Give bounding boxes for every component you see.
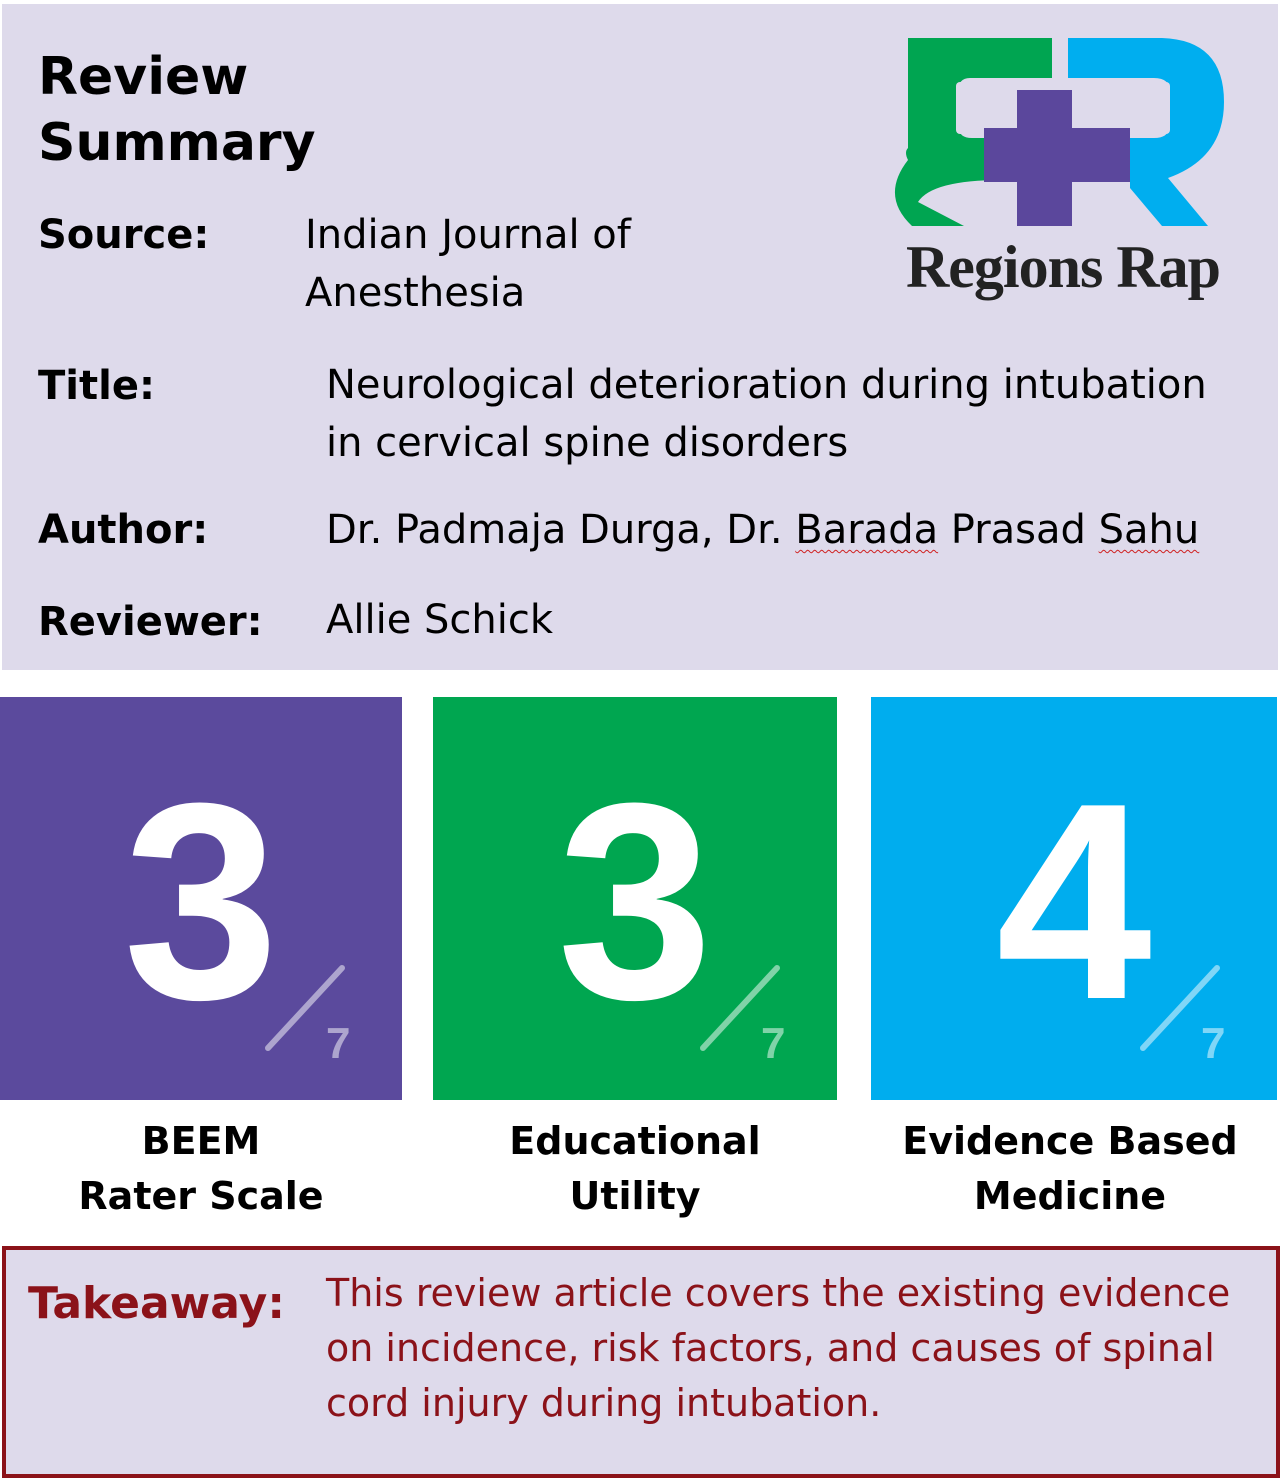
score-denominator: 7: [1201, 1019, 1226, 1068]
review-summary-heading: Review Summary: [38, 47, 316, 173]
source-label: Source:: [38, 212, 210, 258]
score-denominator: 7: [326, 1019, 351, 1068]
score-tile: [0, 697, 402, 1100]
score-value: 4: [996, 746, 1152, 1058]
score-value: 3: [557, 746, 713, 1058]
author-value: Dr. Padmaja Durga, Dr. Barada Prasad Sahu: [326, 507, 1200, 553]
logo-wordmark: Regions Rap: [905, 234, 1221, 300]
takeaway-box: [2, 1246, 1280, 1478]
score-tile: [433, 697, 837, 1100]
score-caption: Educational Utility: [509, 1119, 761, 1218]
score-denominator: 7: [761, 1019, 786, 1068]
source-value: Indian Journal of Anesthesia: [305, 212, 631, 316]
score-value: 3: [123, 746, 279, 1058]
score-tile: [871, 697, 1277, 1100]
reviewer-label: Reviewer:: [38, 599, 263, 645]
score-caption: Evidence Based Medicine: [902, 1119, 1238, 1218]
takeaway-label: Takeaway:: [28, 1278, 285, 1329]
takeaway-text: This review article covers the existing evidence on incidence, risk factors, and causes of spinal cord injury during intubation.: [326, 1271, 1231, 1425]
author-label: Author:: [38, 507, 209, 553]
score-caption: BEEM Rater Scale: [78, 1119, 324, 1218]
title-label: Title:: [38, 363, 155, 409]
title-value: Neurological deterioration during intubation in cervical spine disorders: [326, 362, 1207, 466]
reviewer-value: Allie Schick: [326, 597, 554, 643]
